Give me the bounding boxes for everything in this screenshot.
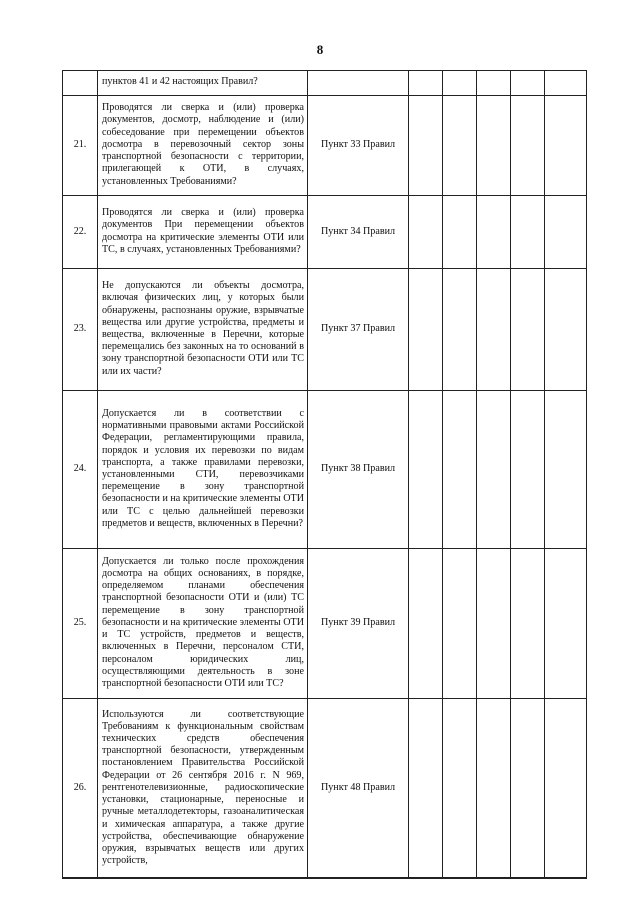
answer-no-cell[interactable]: [443, 196, 477, 269]
table-row: [63, 699, 587, 879]
comment-cell[interactable]: [545, 269, 587, 391]
answer-na-cell[interactable]: [477, 196, 511, 269]
answer-no-cell[interactable]: [443, 391, 477, 549]
question-text: Допускается ли только после прохождения досмотра на общих основаниях, в порядке, определяемом планами обеспечения транспортной безопасности ОТИ и (или) ТС перемещение в зону транспортной безопасности и на критические элементы ОТИ и ТС устройств, предметов и веществ, включенных в Перечни, персоналом СТИ, персоналом юридических лиц, осуществляющими деятельность в зоне транспортной безопасности ОТИ или ТС?: [98, 549, 308, 699]
table-row: [63, 96, 587, 196]
comment-cell[interactable]: [545, 699, 587, 879]
answer-yes-cell[interactable]: [409, 549, 443, 699]
question-text: пунктов 41 и 42 настоящих Правил?: [98, 71, 308, 96]
answer-no-cell[interactable]: [443, 96, 477, 196]
answer-extra-cell[interactable]: [511, 549, 545, 699]
answer-extra-cell[interactable]: [511, 96, 545, 196]
answer-na-cell[interactable]: [477, 96, 511, 196]
row-number: [63, 71, 98, 96]
answer-na-cell[interactable]: [477, 391, 511, 549]
page-number: 8: [316, 42, 324, 57]
answer-extra-cell[interactable]: [511, 196, 545, 269]
reference-text: Пункт 34 Правил: [308, 196, 409, 269]
answer-extra-cell[interactable]: [511, 391, 545, 549]
answer-yes-cell[interactable]: [409, 71, 443, 96]
reference-text: Пункт 39 Правил: [308, 549, 409, 699]
answer-yes-cell[interactable]: [409, 269, 443, 391]
answer-no-cell[interactable]: [443, 699, 477, 879]
reference-text: Пункт 37 Правил: [308, 269, 409, 391]
question-text: Проводятся ли сверка и (или) проверка документов, досмотр, наблюдение и (или) собеседование при перемещении объектов досмотра в перевозочный сектор зоны транспортной безопасности с территории, прилегающей к ОТИ, в случаях, установленных Требованиями?: [98, 96, 308, 196]
question-text: Проводятся ли сверка и (или) проверка документов При перемещении объектов досмотра на критические элементы ОТИ или ТС, в случаях, установленных Требованиями?: [98, 196, 308, 269]
question-text: Используются ли соответствующие Требованиям к функциональным свойствам технических средств обеспечения транспортной безопасности, утвержденным постановлением Правительства Российской Федерации от 26 сентября 2016 г. N 969, рентгенотелевизионные, радиоскопические установки, стационарные, переносные и ручные металлодетекторы, газоаналитическая и химическая аппаратура, а также другие устройства, обеспечивающие обнаружение оружия, взрывчатых веществ или других устройств,: [98, 699, 308, 879]
answer-yes-cell[interactable]: [409, 699, 443, 879]
comment-cell[interactable]: [545, 549, 587, 699]
question-text: Не допускаются ли объекты досмотра, включая физических лиц, у которых были обнаружены, распознаны оружие, взрывчатые вещества или другие устройства, предметы и вещества, включенные в Перечни, которые перемещались без законных на то оснований в зону транспортной безопасности ОТИ или ТС или их части?: [98, 269, 308, 391]
question-text: Допускается ли в соответствии с нормативными правовыми актами Российской Федерации, регламентирующими правила, порядок и условия их перевозки по видам транспорта, а также правилами перевозки, установленными СТИ, перевозчиками перемещение в зону транспортной безопасности и на критические элементы ОТИ или ТС с целью дальнейшей перевозки предметов и веществ, включенных в Перечни?: [98, 391, 308, 549]
comment-cell[interactable]: [545, 196, 587, 269]
reference-text: Пункт 38 Правил: [308, 391, 409, 549]
reference-text: Пункт 33 Правил: [308, 96, 409, 196]
reference-text: [308, 71, 409, 96]
table-row: [63, 391, 587, 549]
comment-cell[interactable]: [545, 391, 587, 549]
row-number: 24.: [63, 391, 98, 549]
answer-no-cell[interactable]: [443, 269, 477, 391]
row-number: 25.: [63, 549, 98, 699]
table-row: [63, 269, 587, 391]
answer-na-cell[interactable]: [477, 549, 511, 699]
answer-na-cell[interactable]: [477, 71, 511, 96]
answer-extra-cell[interactable]: [511, 269, 545, 391]
table-row: [63, 549, 587, 699]
row-number: 21.: [63, 96, 98, 196]
answer-extra-cell[interactable]: [511, 699, 545, 879]
answer-na-cell[interactable]: [477, 269, 511, 391]
comment-cell[interactable]: [545, 71, 587, 96]
answer-no-cell[interactable]: [443, 549, 477, 699]
answer-yes-cell[interactable]: [409, 196, 443, 269]
table-row: [63, 71, 587, 96]
row-number: 22.: [63, 196, 98, 269]
answer-na-cell[interactable]: [477, 699, 511, 879]
row-number: 26.: [63, 699, 98, 879]
reference-text: Пункт 48 Правил: [308, 699, 409, 879]
answer-extra-cell[interactable]: [511, 71, 545, 96]
comment-cell[interactable]: [545, 96, 587, 196]
answer-yes-cell[interactable]: [409, 391, 443, 549]
row-number: 23.: [63, 269, 98, 391]
answer-no-cell[interactable]: [443, 71, 477, 96]
table-row: [63, 196, 587, 269]
page-bottom-rule: [62, 877, 586, 878]
checklist-table: [62, 70, 587, 879]
answer-yes-cell[interactable]: [409, 96, 443, 196]
